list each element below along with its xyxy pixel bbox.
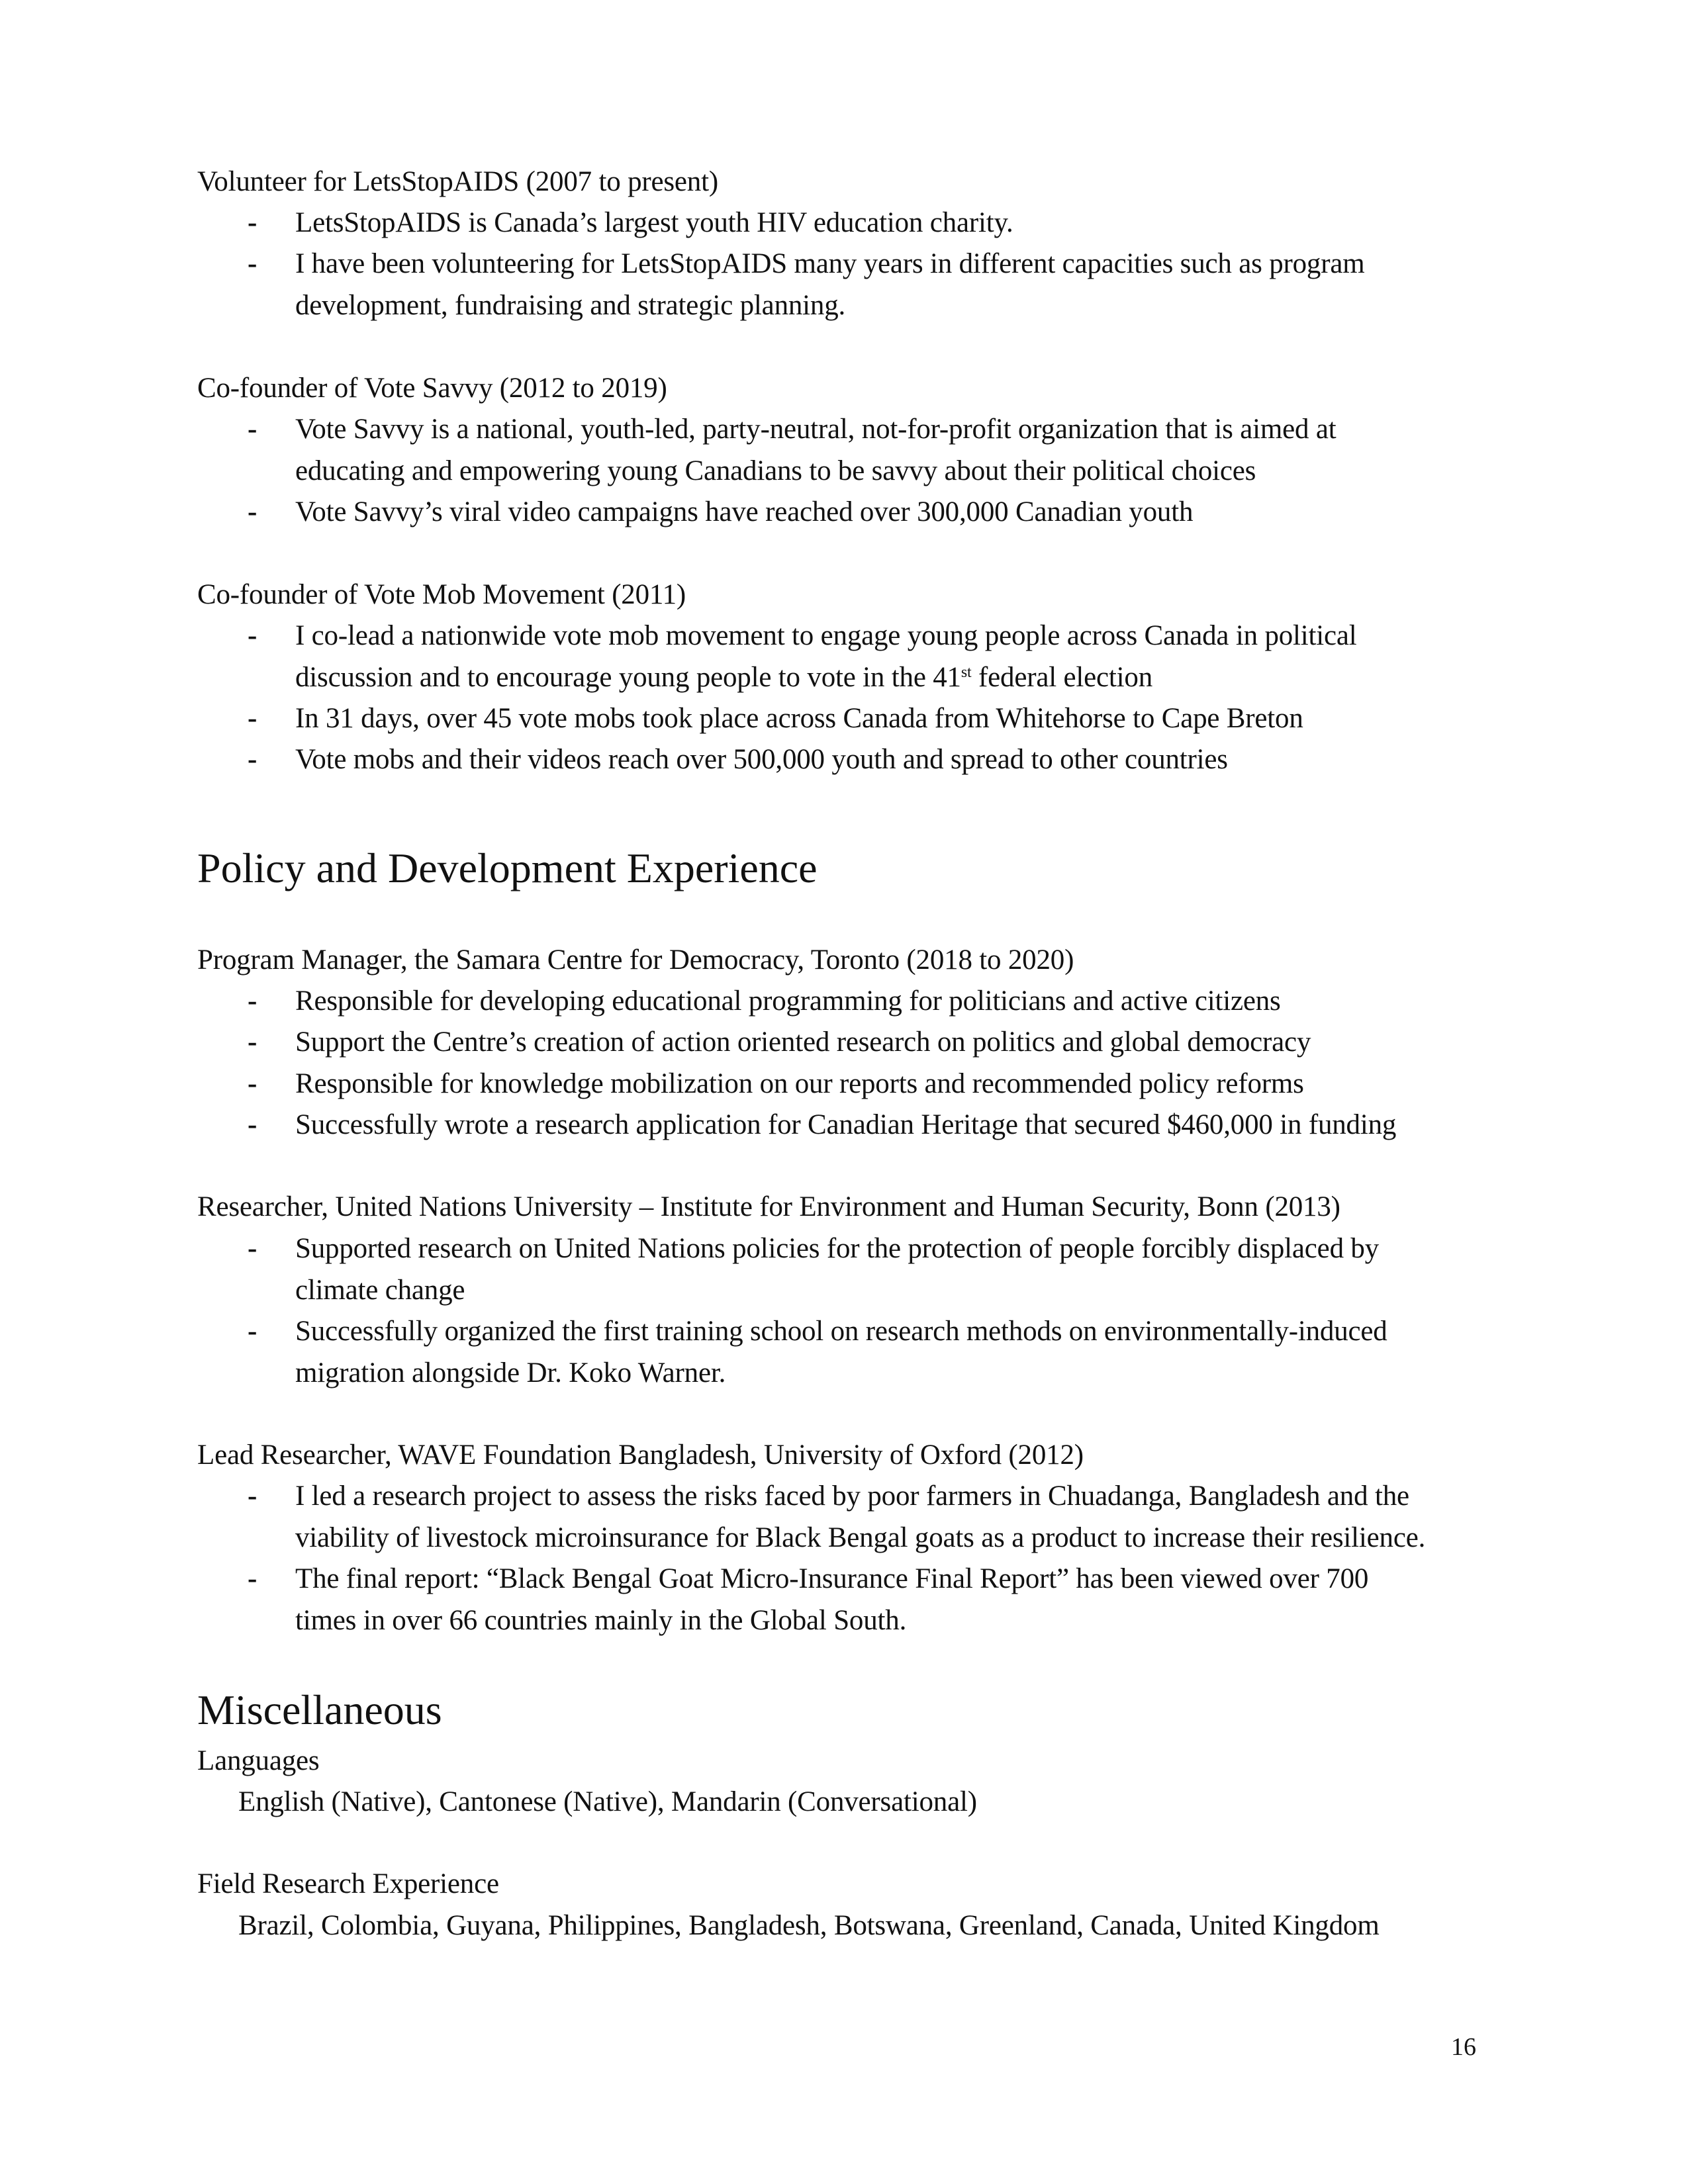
- bullet-text: development, fundraising and strategic planning.: [295, 289, 846, 321]
- bullet-dash-icon: -: [248, 1233, 258, 1264]
- bullet-dash-icon: -: [248, 744, 258, 775]
- ordinal-superscript: st: [961, 663, 972, 681]
- bullet-text: viability of livestock microinsurance for Black Bengal goats as a product to increase their resilience.: [295, 1522, 1426, 1553]
- page-number: 16: [1451, 2033, 1476, 2061]
- entry-title-samara: Program Manager, the Samara Centre for Democracy, Toronto (2018 to 2020): [197, 944, 1074, 976]
- entry-title-unu: Researcher, United Nations University – Institute for Environment and Human Security, Bonn (2013): [197, 1191, 1340, 1222]
- bullet-text: I led a research project to assess the risks faced by poor farmers in Chuadanga, Bangladesh and the: [295, 1480, 1409, 1512]
- languages-label: Languages: [197, 1745, 320, 1776]
- bullet-text: educating and empowering young Canadians to be savvy about their political choices: [295, 455, 1256, 486]
- bullet-dash-icon: -: [248, 1109, 258, 1140]
- bullet-dash-icon: -: [248, 620, 258, 651]
- bullet-text-part: discussion and to encourage young people to vote in the 41: [295, 661, 961, 693]
- bullet-text: Support the Centre’s creation of action oriented research on politics and global democracy: [295, 1026, 1311, 1058]
- bullet-dash-icon: -: [248, 985, 258, 1017]
- bullet-text: climate change: [295, 1274, 465, 1306]
- bullet-text: Successfully wrote a research application for Canadian Heritage that secured $460,000 in funding: [295, 1109, 1397, 1140]
- bullet-text: I co-lead a nationwide vote mob movement to engage young people across Canada in political: [295, 620, 1357, 651]
- bullet-dash-icon: -: [248, 414, 258, 445]
- entry-title-letsstopaids: Volunteer for LetsStopAIDS (2007 to present): [197, 166, 718, 197]
- entry-title-vote-mob: Co-founder of Vote Mob Movement (2011): [197, 579, 686, 610]
- entry-title-vote-savvy: Co-founder of Vote Savvy (2012 to 2019): [197, 373, 667, 404]
- bullet-dash-icon: -: [248, 496, 258, 527]
- bullet-text: Vote Savvy is a national, youth-led, party-neutral, not-for-profit organization that is aimed at: [295, 414, 1336, 445]
- bullet-text: Vote mobs and their videos reach over 500,000 youth and spread to other countries: [295, 744, 1228, 775]
- bullet-dash-icon: -: [248, 1026, 258, 1058]
- bullet-text: Responsible for knowledge mobilization on our reports and recommended policy reforms: [295, 1068, 1304, 1099]
- bullet-text: Successfully organized the first training school on research methods on environmentally-induced: [295, 1316, 1387, 1347]
- bullet-text: I have been volunteering for LetsStopAIDS many years in different capacities such as program: [295, 248, 1365, 279]
- entry-title-wave: Lead Researcher, WAVE Foundation Bangladesh, University of Oxford (2012): [197, 1439, 1084, 1471]
- bullet-dash-icon: -: [248, 703, 258, 734]
- bullet-text: Vote Savvy’s viral video campaigns have reached over 300,000 Canadian youth: [295, 496, 1194, 527]
- bullet-dash-icon: -: [248, 1480, 258, 1512]
- bullet-text: migration alongside Dr. Koko Warner.: [295, 1357, 726, 1388]
- section-heading-miscellaneous: Miscellaneous: [197, 1686, 442, 1733]
- bullet-dash-icon: -: [248, 248, 258, 279]
- bullet-text: times in over 66 countries mainly in the Global South.: [295, 1604, 907, 1636]
- field-research-label: Field Research Experience: [197, 1868, 499, 1899]
- bullet-text: In 31 days, over 45 vote mobs took place across Canada from Whitehorse to Cape Breton: [295, 703, 1303, 734]
- bullet-text: Responsible for developing educational programming for politicians and active citizens: [295, 985, 1281, 1017]
- bullet-text: LetsStopAIDS is Canada’s largest youth HIV education charity.: [295, 207, 1013, 238]
- bullet-text: [295, 657, 1487, 699]
- bullet-text: Supported research on United Nations policies for the protection of people forcibly displaced by: [295, 1233, 1380, 1264]
- bullet-dash-icon: -: [248, 1068, 258, 1099]
- bullet-dash-icon: -: [248, 207, 258, 238]
- field-research-value: Brazil, Colombia, Guyana, Philippines, Bangladesh, Botswana, Greenland, Canada, United Kingdom: [238, 1910, 1380, 1941]
- languages-value: English (Native), Cantonese (Native), Mandarin (Conversational): [238, 1786, 977, 1817]
- bullet-text: The final report: “Black Bengal Goat Micro-Insurance Final Report” has been viewed over 700: [295, 1563, 1369, 1594]
- section-heading-policy: Policy and Development Experience: [197, 844, 818, 891]
- bullet-text-part: federal election: [971, 661, 1153, 693]
- bullet-dash-icon: -: [248, 1316, 258, 1347]
- bullet-dash-icon: -: [248, 1563, 258, 1594]
